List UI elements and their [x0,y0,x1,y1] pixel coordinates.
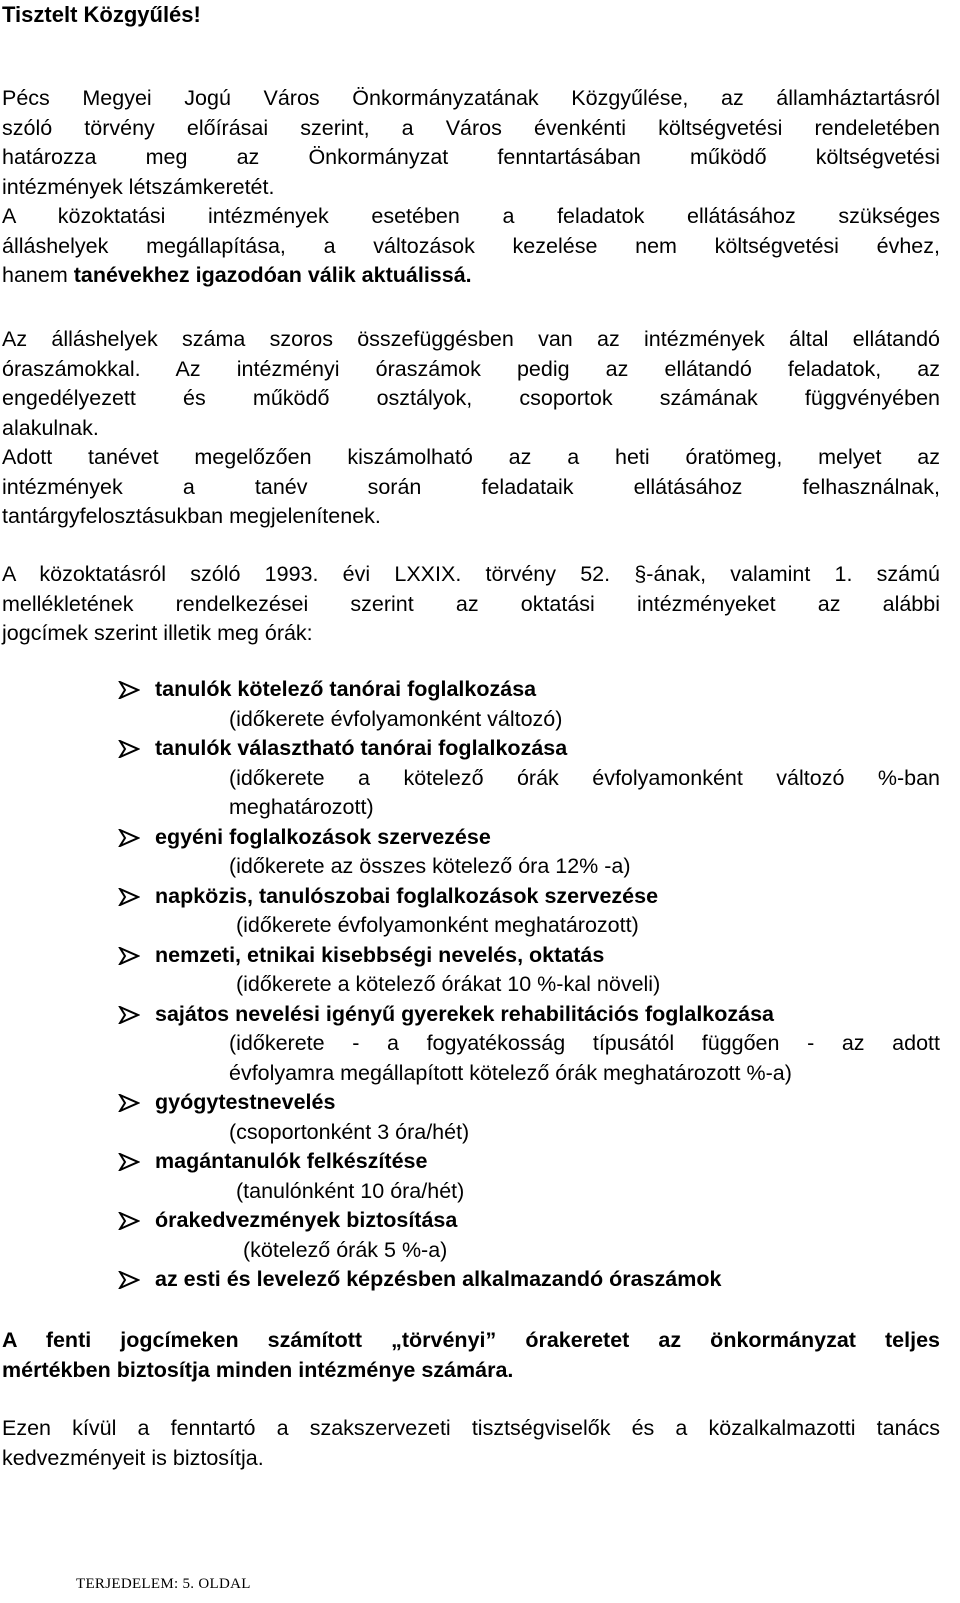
list-item [0,734,960,823]
text-line: szóló törvény előírásai szerint, a Város évenkénti költségvetési rendeletében [2,115,940,140]
text-line: Adott tanévet megelőzően kiszámolható az a heti óratömeg, melyet az [2,445,940,469]
list-item-detail: (időkerete a kötelező órák évfolyamonként változó %-ban [229,765,940,790]
conclusion-paragraph [2,1326,940,1385]
list-item [0,1206,960,1265]
list-item-detail: (kötelező órák 5 %-a) [243,1237,448,1262]
list-item [0,1147,960,1206]
arrowhead-bullet-icon [118,882,140,912]
list-item-title: sajátos nevelési igényű gyerekek rehabilitációs foglalkozása [155,1001,775,1026]
text-line [2,261,940,291]
text-line: álláshelyek megállapítása, a változások kezelése nem költségvetési évhez, [2,233,940,258]
list-item-detail: (időkerete évfolyamonként meghatározott) [236,913,639,937]
text-line: kedvezményeit is biztosítja. [2,1445,264,1470]
list-item-title: órakedvezmények biztosítása [155,1208,458,1232]
text-line: A közoktatásról szóló 1993. évi LXXIX. törvény 52. §-ának, valamint 1. számú [2,562,940,586]
greeting-heading: Tisztelt Közgyűlés! [2,2,201,27]
list-item-title: nemzeti, etnikai kisebbségi nevelés, oktatás [155,942,605,967]
text-line: mellékletének rendelkezései szerint az oktatási intézményeket az alábbi [2,591,940,616]
intro-paragraph [2,84,940,291]
staffing-paragraph [2,325,940,532]
list-item [0,882,960,941]
text-line: A fenti jogcímeken számított „törvényi” órakeretet az önkormányzat teljes [2,1328,940,1352]
list-item-detail: évfolyamra megállapított kötelező órák meghatározott %-a) [229,1060,792,1085]
list-item-detail: (időkerete a kötelező órákat 10 %-kal növeli) [236,972,661,996]
list-item-detail: meghatározott) [229,795,374,819]
list-item-title: az esti és levelező képzésben alkalmazandó óraszámok [155,1267,722,1291]
list-item [0,675,960,734]
text-line: Pécs Megyei Jogú Város Önkormányzatának Közgyűlése, az államháztartásról [2,86,940,110]
entitlement-list [0,675,960,1295]
closing-paragraph [2,1414,940,1473]
text-span: hanem [2,263,74,287]
list-item-title: napközis, tanulószobai foglalkozások szervezése [155,883,659,908]
text-line: Az álláshelyek száma szoros összefüggésben van az intézmények által ellátandó [2,327,940,351]
arrowhead-bullet-icon [118,941,140,971]
text-line: intézmények a tanév során feladataik ellátásához felhasználnak, [2,474,940,499]
text-line: alakulnak. [2,415,99,440]
arrowhead-bullet-icon [118,1088,140,1118]
list-item [0,941,960,1000]
list-item-detail: (időkerete az összes kötelező óra 12% -a) [229,854,631,878]
arrowhead-bullet-icon [118,734,140,764]
list-item [0,1088,960,1147]
text-line: óraszámokkal. Az intézményi óraszámok pedig az ellátandó feladatok, az [2,356,940,381]
text-line: mértékben biztosítja minden intézménye számára. [2,1357,514,1382]
text-line: A közoktatási intézmények esetében a feladatok ellátásához szükséges [2,204,940,228]
list-item [0,823,960,882]
list-item-detail: (csoportonként 3 óra/hét) [229,1119,470,1144]
list-item-title: tanulók választható tanórai foglalkozása [155,736,568,760]
list-item-detail: (időkerete évfolyamonként változó) [229,706,563,731]
law-paragraph [2,560,940,649]
list-item-title: magántanulók felkészítése [155,1149,428,1173]
arrowhead-bullet-icon [118,675,140,705]
list-item [0,1000,960,1089]
arrowhead-bullet-icon [118,1206,140,1236]
text-line: határozza meg az Önkormányzat fenntartásában működő költségvetési [2,145,940,169]
text-line: intézmények létszámkeretét. [2,174,275,199]
text-line: engedélyezett és működő osztályok, csoportok számának függvényében [2,386,940,410]
text-line: tantárgyfelosztásukban megjelenítenek. [2,504,381,528]
arrowhead-bullet-icon [118,1147,140,1177]
arrowhead-bullet-icon [118,1000,140,1030]
list-item-title: egyéni foglalkozások szervezése [155,824,491,849]
arrowhead-bullet-icon [118,1265,140,1295]
list-item-detail: (tanulónként 10 óra/hét) [236,1178,465,1203]
emphasis-text: tanévekhez igazodóan válik aktuálissá. [73,263,472,287]
list-item-title: gyógytestnevelés [155,1090,336,1114]
page-length-footer: TERJEDELEM: 5. OLDAL [76,1576,251,1592]
text-line: Ezen kívül a fenntartó a szakszervezeti tisztségviselők és a közalkalmazotti tanács [2,1416,940,1440]
arrowhead-bullet-icon [118,823,140,853]
text-line: jogcímek szerint illetik meg órák: [2,621,313,645]
list-item-title: tanulók kötelező tanórai foglalkozása [155,677,537,701]
list-item-detail: (időkerete - a fogyatékosság típusától függően - az adott [229,1031,940,1055]
list-item [0,1265,960,1295]
